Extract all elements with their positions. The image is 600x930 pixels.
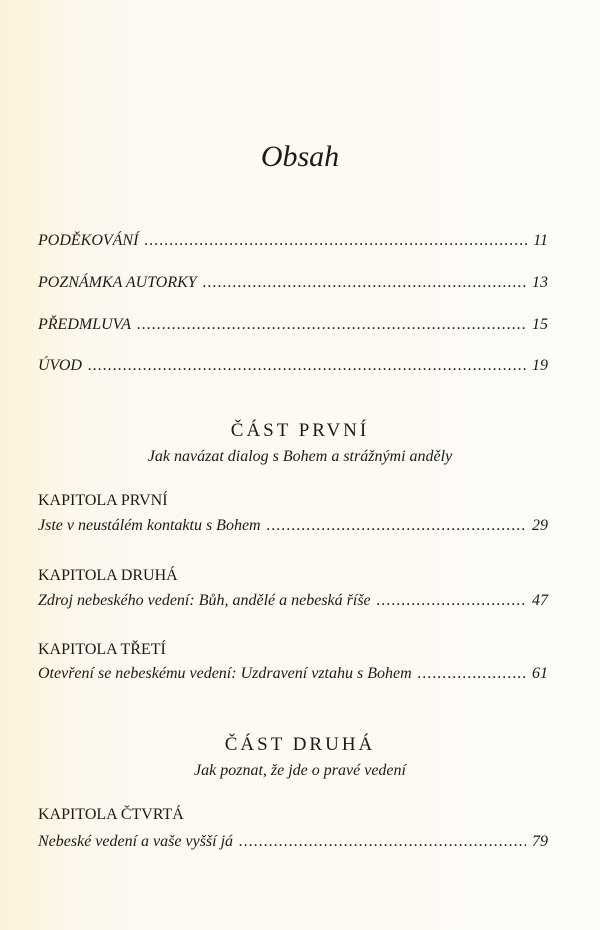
toc-entry-page: 79 [532,833,548,850]
leader-dots [137,316,526,334]
toc-entry-chapter-4 [38,833,548,851]
toc-entry-page: 13 [532,274,548,291]
toc-entry-label: Zdroj nebeského vedení: Bůh, andělé a nebeská říše [38,592,371,609]
toc-entry-page: 61 [532,665,548,682]
part-two-subtitle: Jak poznat, že jde o pravé vedení [194,762,406,779]
toc-entry-label: POZNÁMKA AUTORKY [38,274,197,291]
toc-entry-poznamka-autorky [38,274,548,292]
chapter-1-heading: KAPITOLA PRVNÍ [38,492,168,509]
page-title: Obsah [260,140,340,173]
leader-dots [88,357,526,375]
part-two-title: ČÁST DRUHÁ [224,734,376,755]
chapter-2-heading: KAPITOLA DRUHÁ [38,567,178,584]
leader-dots [267,517,526,535]
leader-dots [418,665,526,683]
toc-entry-label: PŘEDMLUVA [38,316,132,333]
toc-entry-podekovani [38,232,548,250]
chapter-3-heading: KAPITOLA TŘETÍ [38,641,166,658]
toc-entry-chapter-3 [38,665,548,683]
toc-entry-page: 19 [532,357,548,374]
toc-entry-page: 47 [532,592,548,609]
toc-entry-predmluva [38,316,548,334]
toc-entry-label: ÚVOD [38,357,82,374]
toc-entry-page: 29 [532,517,548,534]
toc-entry-label: Otevření se nebeskému vedení: Uzdravení vztahu s Bohem [38,665,412,682]
part-one-title: ČÁST PRVNÍ [230,420,370,441]
toc-entry-page: 11 [533,232,548,249]
chapter-4-heading: KAPITOLA ČTVRTÁ [38,806,184,823]
leader-dots [377,592,526,610]
toc-entry-page: 15 [532,316,548,333]
toc-entry-label: Nebeské vedení a vaše vyšší já [38,833,234,850]
toc-entry-chapter-1 [38,517,548,535]
toc-entry-chapter-2 [38,592,548,610]
toc-entry-label: Jste v neustálém kontaktu s Bohem [38,517,261,534]
leader-dots [144,232,527,250]
toc-entry-uvod [38,357,548,375]
toc-entry-label: PODĚKOVÁNÍ [38,232,139,249]
part-one-subtitle: Jak navázat dialog s Bohem a strážnými anděly [147,448,453,465]
leader-dots [239,833,526,851]
leader-dots [203,274,526,292]
